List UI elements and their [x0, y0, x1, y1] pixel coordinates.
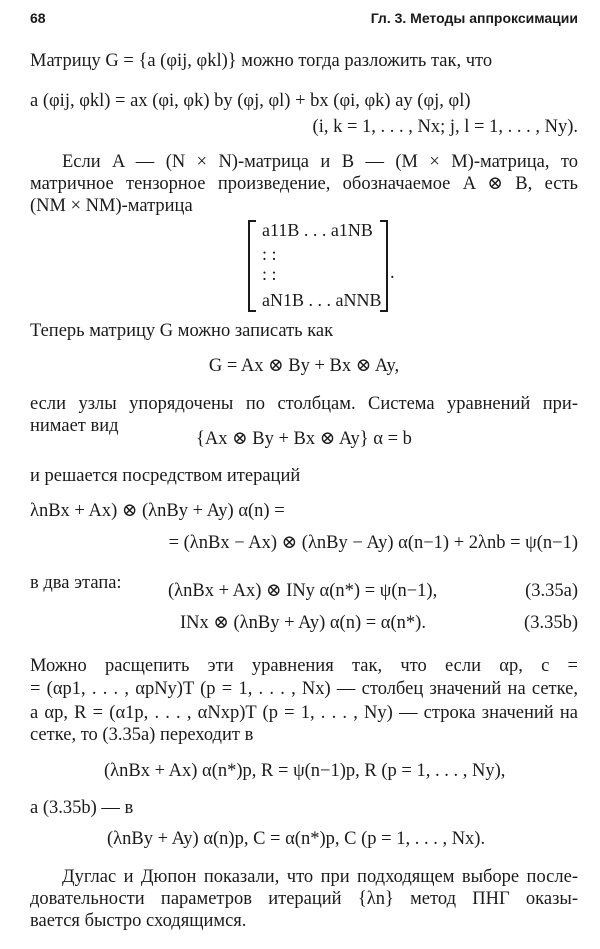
block-matrix — [248, 220, 388, 312]
paragraph-line: Дуглас и Дюпон показали, что при подходящем выборе после- — [62, 867, 578, 887]
formula-line: a (φij, φkl) = ax (φi, φk) by (φj, φl) + bx (φi, φk) ay (φj, φl) — [30, 91, 471, 111]
paragraph-line: Если A — (N × N)-матрица и B — (M × M)-матрица, то — [62, 152, 578, 172]
text-line: в два этапа: — [30, 573, 122, 593]
matrix-row: a11B . . . a1NB — [262, 220, 373, 240]
paragraph-line: довательности параметров итераций {λn} метод ПНГ оказы- — [30, 889, 578, 909]
equation-number: (3.35a) — [525, 581, 578, 601]
paragraph-line: = (αp1, . . . , αpNy)T (p = 1, . . . , Nx) — столбец значений на сетке, — [30, 679, 578, 699]
formula-conditions: (i, k = 1, . . . , Nx; j, l = 1, . . . , Ny). — [312, 117, 578, 137]
matrix-row: : : — [262, 264, 277, 284]
paragraph-line: если узлы упорядочены по столбцам. Система уравнений при- — [30, 394, 578, 414]
running-title: Гл. 3. Методы аппроксимации — [370, 10, 578, 26]
paragraph-line: матричное тензорное произведение, обозначаемое A ⊗ B, есть — [30, 174, 578, 194]
text-line: и решается посредством итераций — [30, 466, 301, 486]
text-line: Матрицу G = {a (φij, φkl)} можно тогда разложить так, что — [30, 51, 493, 71]
formula-line: (λnBx + Ax) α(n*)p, R = ψ(n−1)p, R (p = 1, . . . , Ny), — [104, 761, 506, 781]
formula-line: = (λnBx − Ax) ⊗ (λnBy − Ay) α(n−1) + 2λnb = ψ(n−1) — [168, 533, 578, 553]
paragraph-line: нимает вид — [30, 416, 119, 436]
matrix-period: . — [390, 263, 395, 283]
formula-line: INx ⊗ (λnBy + Ay) α(n) = α(n*). — [180, 613, 426, 633]
paragraph-line: а αp, R = (α1p, . . . , αNxp)T (p = 1, . . . , Ny) — строка значений на — [30, 703, 578, 723]
matrix-row: : : — [262, 244, 277, 264]
formula-line: G = Ax ⊗ By + Bx ⊗ Ay, — [208, 356, 400, 376]
paragraph-line: (NM × NM)-матрица — [30, 196, 193, 216]
paragraph-line: вается быстро сходящимся. — [30, 911, 247, 931]
formula-line: λnBx + Ax) ⊗ (λnBy + Ay) α(n) = — [30, 501, 285, 521]
formula-line: {Ax ⊗ By + Bx ⊗ Ay} α = b — [196, 429, 412, 449]
right-bracket — [380, 220, 388, 312]
paragraph-line: сетке, то (3.35а) переходит в — [30, 725, 254, 745]
paragraph-line: Можно расщепить эти уравнения так, что если αp, c = — [30, 656, 578, 676]
left-bracket — [248, 220, 256, 312]
formula-line: (λnBy + Ay) α(n)p, C = α(n*)p, C (p = 1, . . . , Nx). — [107, 829, 486, 849]
page-number: 68 — [30, 10, 46, 26]
text-line: а (3.35b) — в — [30, 798, 134, 818]
equation-number: (3.35b) — [524, 613, 578, 633]
formula-line: (λnBx + Ax) ⊗ INy α(n*) = ψ(n−1), — [168, 581, 438, 601]
text-line: Теперь матрицу G можно записать как — [30, 321, 334, 341]
page-header — [30, 10, 578, 32]
matrix-row: aN1B . . . aNNB — [262, 290, 382, 310]
